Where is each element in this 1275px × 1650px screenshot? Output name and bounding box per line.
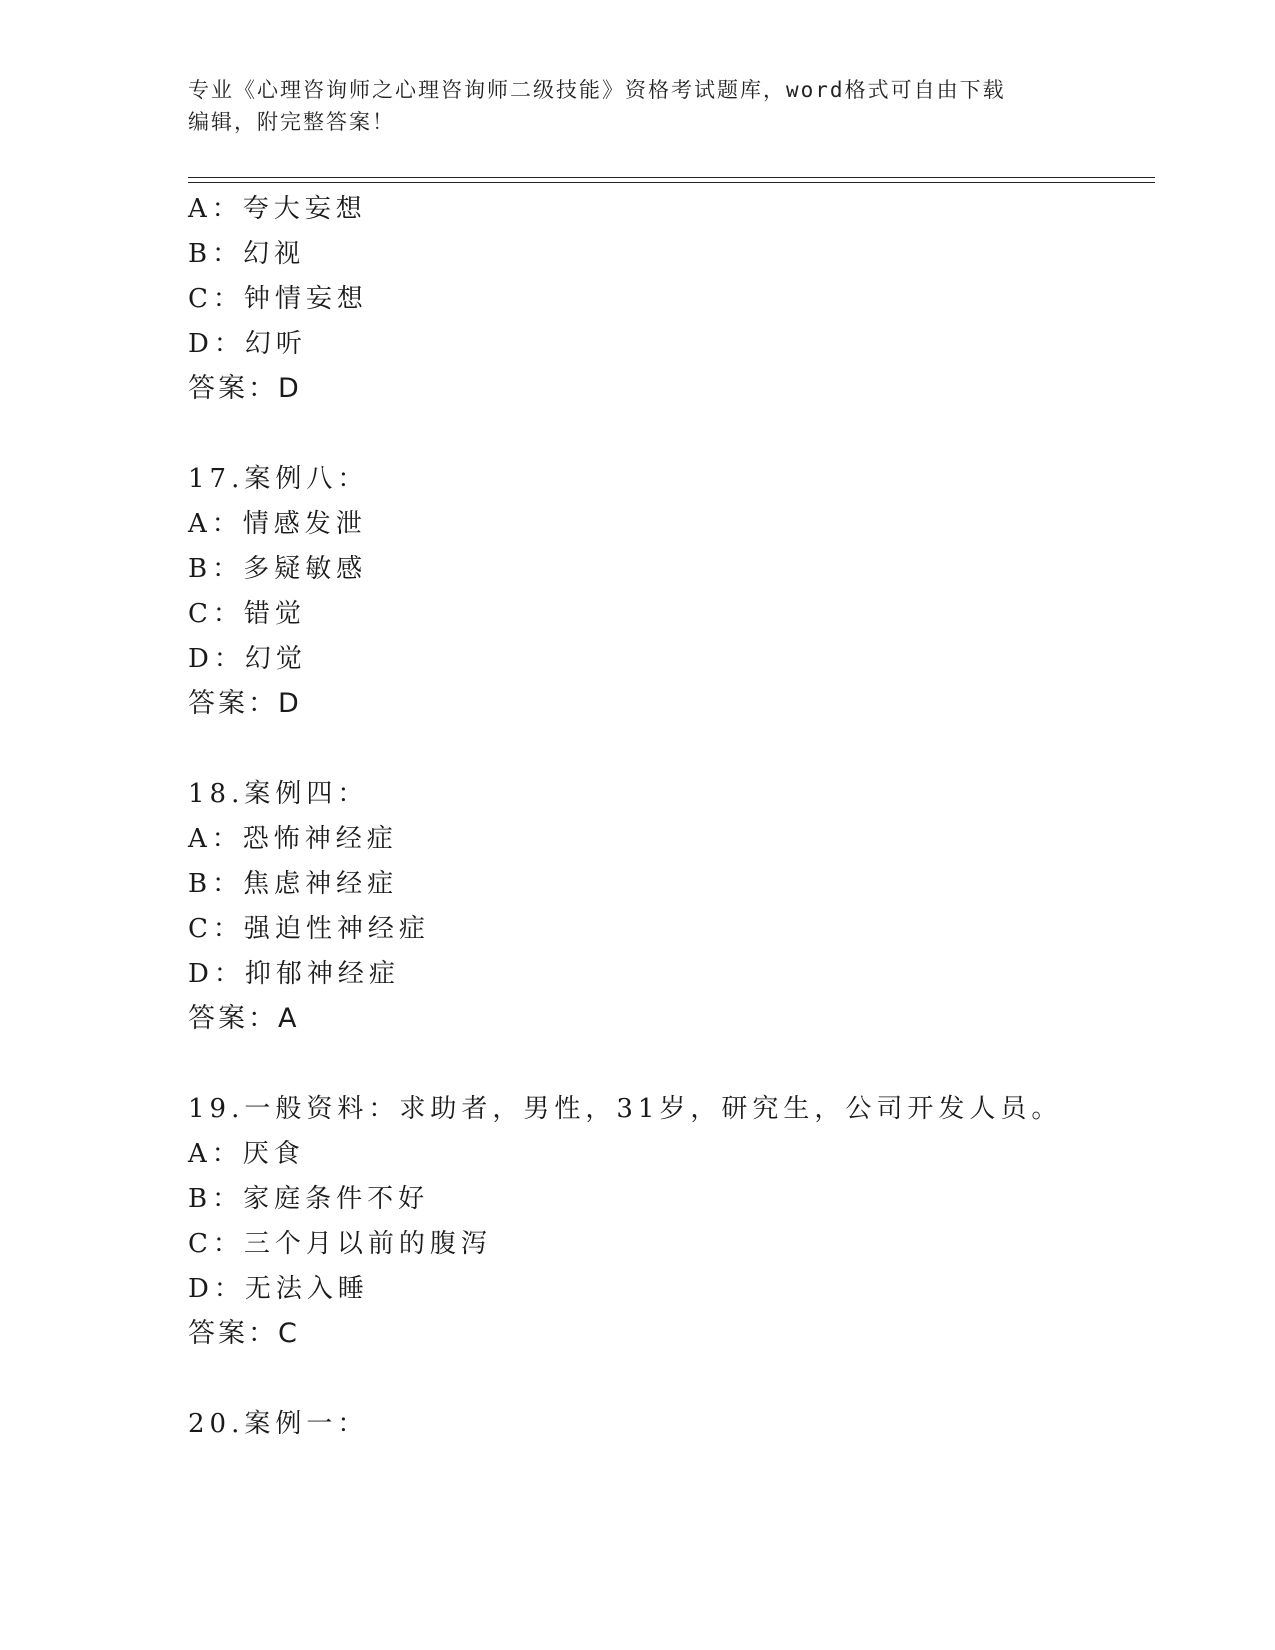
- answer-line: 答案：D: [188, 373, 302, 404]
- option-b: B：家庭条件不好: [188, 1184, 430, 1214]
- option-c: C：错觉: [188, 599, 306, 629]
- header-divider-bottom: [188, 182, 1155, 183]
- answer-line: 答案：A: [188, 1003, 300, 1034]
- option-a: A：恐怖神经症: [188, 824, 398, 854]
- answer-line: 答案：D: [188, 688, 302, 719]
- question-19: 19.一般资料：求助者，男性，31岁，研究生，公司开发人员。: [188, 1094, 1063, 1124]
- option-a: A：夸大妄想: [188, 194, 367, 224]
- option-d: D：抑郁神经症: [188, 959, 400, 989]
- question-18: 18.案例四：: [188, 779, 369, 809]
- header-line-2: 编辑，附完整答案！: [188, 110, 395, 134]
- header-divider-top: [188, 177, 1155, 178]
- header-line-1: 专业《心理咨询师之心理咨询师二级技能》资格考试题库，word格式可自由下载: [188, 78, 1006, 102]
- document-header: [188, 74, 1068, 138]
- option-b: B：多疑敏感: [188, 554, 368, 584]
- option-a: A：情感发泄: [188, 509, 367, 539]
- question-20: 20.案例一：: [188, 1409, 369, 1439]
- answer-line: 答案：C: [188, 1318, 300, 1349]
- option-d: D：幻听: [188, 329, 307, 359]
- question-17: 17.案例八：: [188, 464, 369, 494]
- option-c: C：强迫性神经症: [188, 914, 430, 944]
- option-b: B：焦虑神经症: [188, 869, 399, 899]
- option-a: A：厌食: [188, 1139, 305, 1169]
- option-c: C：三个月以前的腹泻: [188, 1229, 492, 1259]
- option-d: D：幻觉: [188, 644, 307, 674]
- option-d: D：无法入睡: [188, 1274, 369, 1304]
- option-b: B：幻视: [188, 239, 306, 269]
- option-c: C：钟情妄想: [188, 284, 368, 314]
